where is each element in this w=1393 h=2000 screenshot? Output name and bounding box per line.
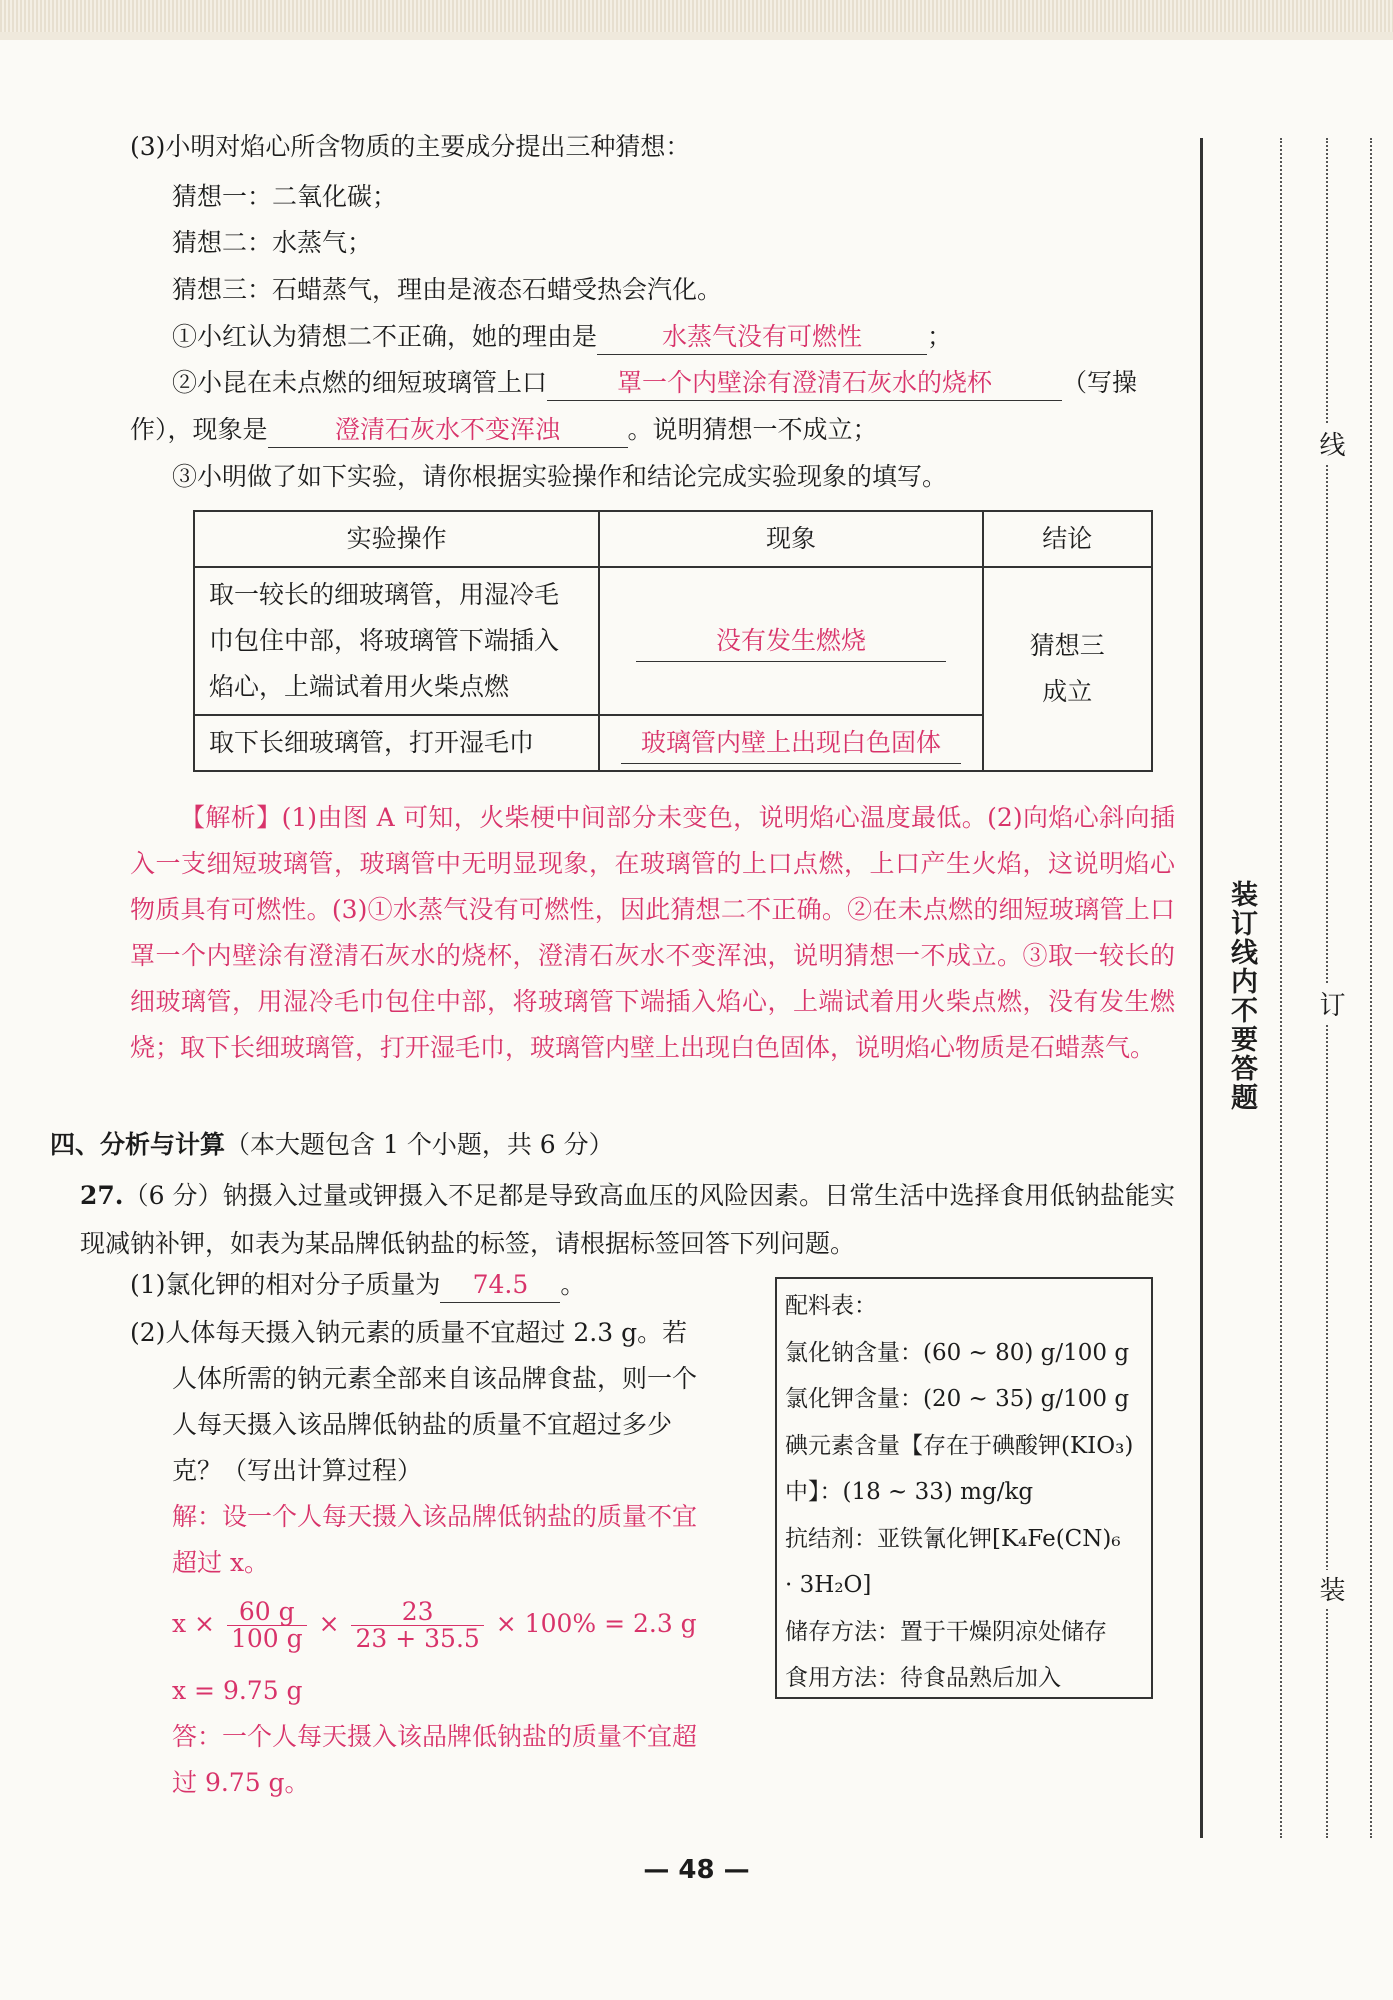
q27-part-2-line: 克？（写出计算过程） <box>172 1456 423 1485</box>
fraction-sodium-chloride <box>227 1599 307 1652</box>
sub-question-1 <box>172 320 952 355</box>
binding-margin-line <box>1200 138 1203 1838</box>
table-header: 现象 <box>599 511 982 567</box>
guess-3: 猜想三：石蜡蒸气，理由是液态石蜡受热会汽化。 <box>172 275 723 304</box>
sub-question-2-suffix: （写操 <box>1062 368 1138 397</box>
sub-question-1-prefix: ①小红认为猜想二不正确，她的理由是 <box>172 322 598 351</box>
q27-part-1 <box>130 1268 585 1303</box>
section-title: 四、分析与计算 <box>50 1130 226 1159</box>
phenomenon-answer: 没有发生燃烧 <box>636 621 946 662</box>
question-27-text: （6 分）钠摄入过量或钾摄入不足都是导致高血压的风险因素。日常生活中选择食用低钠盐能实现减钠补钾，如表为某品牌低钠盐的标签，请根据标签回答下列问题。 <box>80 1181 1175 1258</box>
page-number: — 48 — <box>643 1855 750 1885</box>
section-note: （本大题包含 1 个小题，共 6 分） <box>225 1130 614 1159</box>
binding-dotted-line <box>1370 138 1372 1838</box>
binding-dotted-line <box>1280 138 1282 1838</box>
label-line: · 3H₂O] <box>785 1572 872 1598</box>
q27-part-1-suffix: 。 <box>560 1270 586 1299</box>
fraction-denominator: 23 + 35.5 <box>355 1624 480 1653</box>
equation-rest: × 100% = 2.3 g <box>495 1609 697 1638</box>
phenomenon-answer: 玻璃管内壁上出现白色固体 <box>621 723 961 764</box>
solution-equation <box>172 1595 697 1653</box>
solution-line: 解：设一个人每天摄入该品牌低钠盐的质量不宜 <box>172 1502 698 1531</box>
experiment-table <box>193 510 1153 772</box>
fraction-sodium-ratio <box>351 1599 483 1652</box>
equation-times: × <box>318 1609 340 1638</box>
label-line: 储存方法：置于干燥阴凉处储存 <box>785 1618 1107 1645</box>
conclusion-line: 成立 <box>1042 677 1093 706</box>
table-cell-operation <box>194 567 599 715</box>
q27-part-2-line: (2)人体每天摄入钠元素的质量不宜超过 2.3 g。若 <box>130 1318 688 1347</box>
label-line: 抗结剂：亚铁氰化钾[K₄Fe(CN)₆ <box>785 1525 1121 1552</box>
equation-x: x × <box>172 1609 215 1638</box>
salt-label-box <box>775 1277 1153 1699</box>
operation-line: 取一较长的细玻璃管，用湿冷毛 <box>209 580 560 609</box>
question-number: 27. <box>80 1181 124 1210</box>
margin-label-ding: 订 <box>1312 985 1349 1023</box>
q3-intro: (3)小明对焰心所含物质的主要成分提出三种猜想： <box>130 132 691 161</box>
label-line: 中】：(18 ~ 33) mg/kg <box>785 1479 1034 1505</box>
sub-question-2-line2-suffix: 。说明猜想一不成立； <box>627 415 878 444</box>
label-line: 碘元素含量【存在于碘酸钾(KIO₃) <box>785 1432 1134 1459</box>
guess-1: 猜想一：二氧化碳； <box>172 182 398 211</box>
margin-label-xian: 线 <box>1312 425 1349 463</box>
label-line: 氯化钠含量：(60 ~ 80) g/100 g <box>785 1339 1130 1366</box>
table-cell-conclusion <box>983 567 1152 771</box>
table-header: 结论 <box>983 511 1152 567</box>
label-line: 氯化钾含量：(20 ~ 35) g/100 g <box>785 1386 1130 1412</box>
q27-part-1-prefix: (1)氯化钾的相对分子质量为 <box>130 1270 441 1299</box>
operation-line: 巾包住中部，将玻璃管下端插入 <box>209 626 560 655</box>
solution-result: x = 9.75 g <box>172 1676 303 1705</box>
answer-line: 答：一个人每天摄入该品牌低钠盐的质量不宜超 <box>172 1722 698 1751</box>
sub-question-2-prefix: ②小昆在未点燃的细短玻璃管上口 <box>172 368 548 397</box>
analysis-paragraph <box>130 795 1175 1071</box>
table-cell-phenomenon <box>599 567 982 715</box>
sub-question-2-line2-prefix: 作），现象是 <box>130 415 268 444</box>
answer-blank-1: 水蒸气没有可燃性 <box>597 320 927 355</box>
table-cell-operation: 取下长细玻璃管，打开湿毛巾 <box>194 715 599 771</box>
top-decorative-band <box>0 0 1393 32</box>
margin-label-zhuang: 装 <box>1312 1570 1349 1608</box>
table-header: 实验操作 <box>194 511 599 567</box>
sub-question-1-suffix: ； <box>927 322 953 351</box>
analysis-label: 【解析】 <box>180 803 282 832</box>
fraction-denominator: 100 g <box>230 1624 303 1653</box>
conclusion-line: 猜想三 <box>1029 631 1105 660</box>
binding-warning: 装订线内不要答题 <box>1226 880 1257 1112</box>
table-header-row <box>194 511 1152 567</box>
sub-question-2 <box>172 366 1137 401</box>
q27-part-2-line: 人每天摄入该品牌低钠盐的质量不宜超过多少 <box>172 1410 673 1439</box>
section-heading <box>50 1125 614 1161</box>
fraction-numerator: 60 g <box>227 1599 307 1626</box>
guess-2: 猜想二：水蒸气； <box>172 228 373 257</box>
answer-blank-kcl-mass: 74.5 <box>440 1268 560 1303</box>
answer-blank-3: 澄清石灰水不变浑浊 <box>268 413 628 448</box>
analysis-text: (1)由图 A 可知，火柴梗中间部分未变色，说明焰心温度最低。(2)向焰心斜向插入一支细短玻璃管，玻璃管中无明显现象，在玻璃管的上口点燃，上口产生火焰，这说明焰心物质具有可燃性。(3)①水蒸气没有可燃性，因此猜想二不正确。②在未点燃的细短玻璃管上口罩一个内壁涂有澄清石灰水的烧杯，澄清石灰水不变浑浊，说明猜想一不成立。③取一较长的细玻璃管，用湿冷毛巾包住中部，将玻璃管下端插入焰心，上端试着用火柴点燃，没有发生燃烧；取下长细玻璃管，打开湿毛巾，玻璃管内壁上出现白色固体，说明焰心物质是石蜡蒸气。 <box>130 803 1175 1062</box>
label-line: 食用方法：待食品熟后加入 <box>785 1665 1061 1691</box>
answer-line: 过 9.75 g。 <box>172 1768 310 1797</box>
fraction-numerator: 23 <box>351 1599 483 1626</box>
table-cell-phenomenon <box>599 715 982 771</box>
operation-line: 焰心，上端试着用火柴点燃 <box>209 672 510 701</box>
top-band-shadow <box>0 32 1393 40</box>
label-line: 配料表： <box>785 1293 877 1319</box>
q27-part-2-line: 人体所需的钠元素全部来自该品牌食盐，则一个 <box>172 1364 698 1393</box>
table-row <box>194 567 1152 715</box>
sub-question-3: ③小明做了如下实验，请你根据实验操作和结论完成实验现象的填写。 <box>172 462 948 491</box>
answer-blank-2: 罩一个内壁涂有澄清石灰水的烧杯 <box>547 366 1062 401</box>
question-27-stem <box>80 1172 1175 1268</box>
sub-question-2-line2 <box>130 413 878 448</box>
solution-line: 超过 x。 <box>172 1548 270 1577</box>
